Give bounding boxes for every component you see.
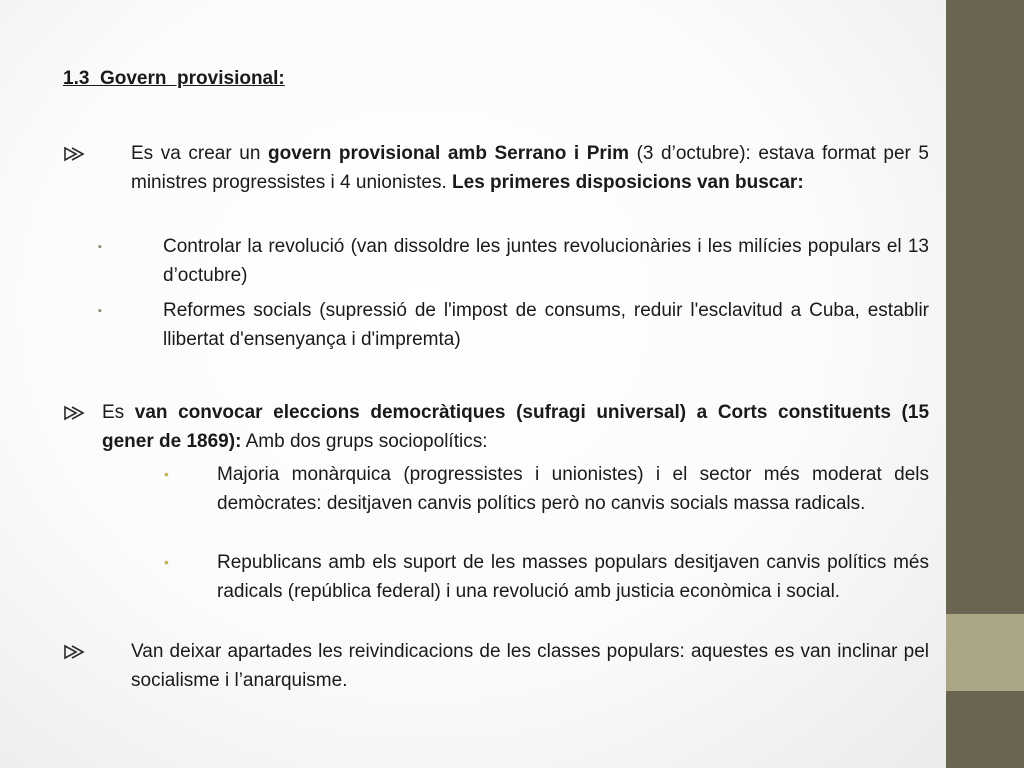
item-text: Van deixar apartades les reivindicacions de les classes populars: aquestes es van inclinar pel socialisme i l’anarquisme. xyxy=(131,641,929,691)
dot-bullet-icon: • xyxy=(164,554,169,570)
item-text: Es van convocar eleccions democràtiques (sufragi universal) a Corts constituents (15 gener de 1869): Amb dos grups sociopolítics: xyxy=(102,402,930,452)
sub-item-reformes xyxy=(63,296,929,356)
item-text: Controlar la revolució (van dissoldre les juntes revolucionàries i les milícies populars el 13 d’octubre) xyxy=(163,236,929,286)
sidebar-accent-block xyxy=(946,614,1024,691)
item-text: Es va crear un govern provisional amb Serrano i Prim (3 d’octubre): estava format per 5 ministres progressistes i 4 unionistes. Les primeres disposicions van buscar: xyxy=(131,143,930,193)
sub-item-controlar xyxy=(63,232,929,292)
item-text: Reformes socials (supressió de l'impost de consums, reduir l'esclavitud a Cuba, establir llibertat d'ensenyança i d'impremta) xyxy=(163,300,929,350)
slide-title: 1.3 Govern provisional: xyxy=(63,68,285,89)
item-text: Majoria monàrquica (progressistes i unionistes) i el sector més moderat dels demòcrates: desitjaven canvis polítics però no canvis socials massa radicals. xyxy=(217,464,929,514)
square-bullet-icon: ▪ xyxy=(98,305,102,317)
bullet-item-reivindicacions xyxy=(63,637,929,697)
arrow-bullet-icon xyxy=(63,641,85,670)
arrow-bullet-icon xyxy=(63,402,85,431)
bullet-item-govern xyxy=(63,139,929,229)
dot-bullet-icon: • xyxy=(164,466,169,482)
sub-item-republicans xyxy=(63,548,929,638)
bullet-item-eleccions xyxy=(63,398,929,458)
square-bullet-icon: ▪ xyxy=(98,241,102,253)
item-text: Republicans amb els suport de les masses populars desitjaven canvis polítics més radicals (república federal) i una revolució amb justicia econòmica i social. xyxy=(217,552,929,602)
arrow-bullet-icon xyxy=(63,143,85,172)
sub-item-majoria xyxy=(63,460,929,550)
